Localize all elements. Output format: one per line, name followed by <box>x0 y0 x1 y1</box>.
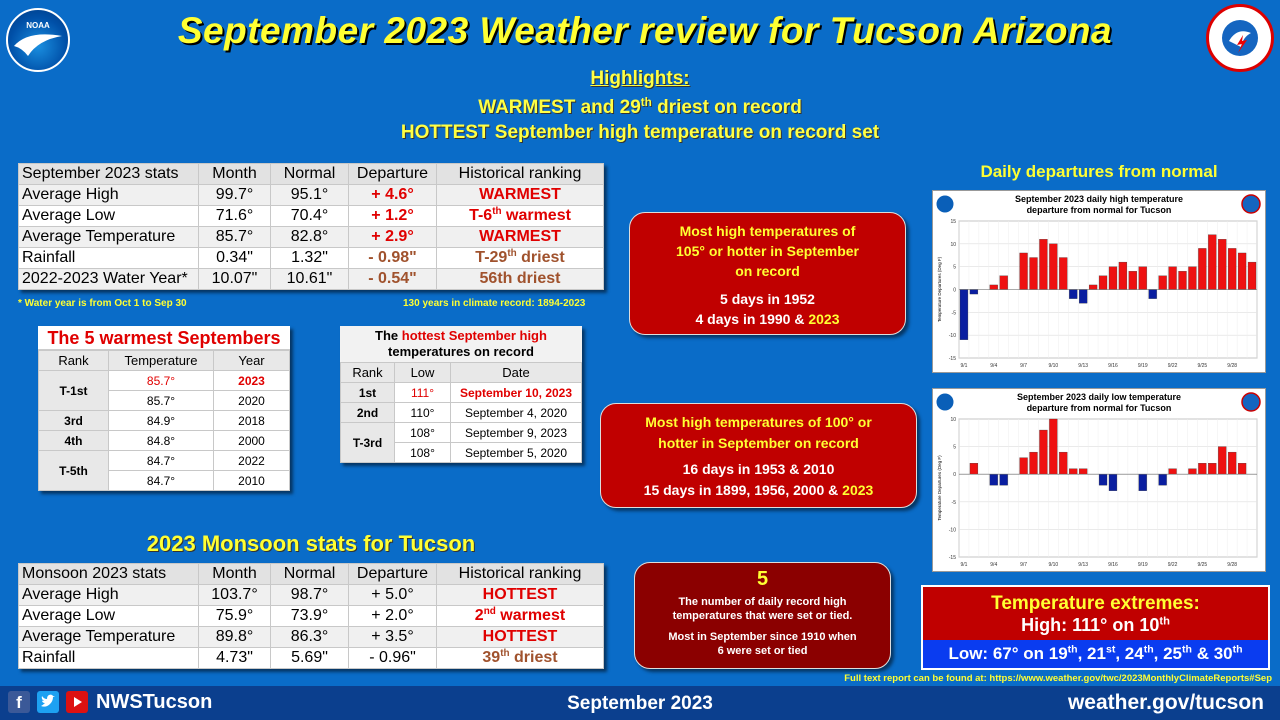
x-tick-label: 9/1 <box>960 363 968 369</box>
box-105-line3: on record <box>735 263 800 279</box>
facebook-icon[interactable]: f <box>8 691 30 713</box>
departure-value: + 3.5° <box>349 627 437 648</box>
box-100-line4 <box>601 480 916 501</box>
ranking-value: WARMEST <box>437 185 604 206</box>
bar <box>1248 262 1256 289</box>
y-tick-label: 0 <box>953 287 956 294</box>
rank-cell: 2nd <box>341 403 395 423</box>
table-row <box>19 206 604 227</box>
bar <box>1069 290 1077 299</box>
hottest-title-b: hottest September high <box>401 328 547 343</box>
month-value: 85.7° <box>199 227 271 248</box>
footer-bar <box>0 686 1280 720</box>
departure-value: + 4.6° <box>349 185 437 206</box>
monsoon-title: 2023 Monsoon stats for Tucson <box>146 531 476 556</box>
year-cell: 2022 <box>214 451 290 471</box>
x-tick-label: 9/13 <box>1078 562 1089 568</box>
record-100-box <box>600 403 917 508</box>
row-label: Average High <box>19 585 199 606</box>
low-departure-chart <box>932 388 1266 572</box>
normal-value: 98.7° <box>271 585 349 606</box>
noaa-logo-text: NOAA <box>26 21 50 30</box>
table-row <box>341 383 582 403</box>
ranking-value: 56th driest <box>437 269 604 290</box>
bar <box>990 474 998 485</box>
table-row <box>19 627 604 648</box>
bar <box>1119 262 1127 289</box>
bar <box>1198 248 1206 289</box>
bar <box>1089 285 1097 290</box>
bar <box>1238 253 1246 290</box>
row-label: 2022-2023 Water Year* <box>19 269 199 290</box>
y-tick-label: 5 <box>953 264 956 271</box>
bar <box>1030 452 1038 474</box>
bar <box>1188 469 1196 475</box>
highlight-warmest-sup: th <box>640 95 652 109</box>
y-tick-label: 10 <box>950 241 956 248</box>
ranking-a: T-6 <box>469 207 493 224</box>
extremes-low-a: Low: 67° on 19 <box>948 644 1068 663</box>
row-label: Rainfall <box>19 648 199 669</box>
box-105-line2: 105° or hotter in September <box>676 243 859 259</box>
ranking-sup: th <box>492 206 502 218</box>
col-normal: Normal <box>271 164 349 185</box>
bar <box>960 290 968 340</box>
col-temperature: Temperature <box>109 351 214 371</box>
table-row <box>39 371 290 391</box>
table-row <box>39 411 290 431</box>
col-year: Year <box>214 351 290 371</box>
chart-title-line: departure from normal for Tucson <box>1026 205 1172 215</box>
y-axis-label: Temperature Departures (Deg F) <box>937 256 942 323</box>
bar <box>1208 463 1216 474</box>
hottest-highs-panel <box>340 326 582 463</box>
table-row <box>19 185 604 206</box>
box-105-line4: 5 days in 1952 <box>720 291 815 307</box>
ranking-a: 39 <box>482 649 501 666</box>
page-title: September 2023 Weather review for Tucson Arizona <box>177 10 1113 51</box>
departure-value: + 2.0° <box>349 606 437 627</box>
x-tick-label: 9/19 <box>1137 562 1148 568</box>
table-header-row <box>19 564 604 585</box>
row-label: Average Temperature <box>19 227 199 248</box>
col-stats: September 2023 stats <box>19 164 199 185</box>
low-cell: 111° <box>395 383 451 403</box>
col-month: Month <box>199 564 271 585</box>
row-label: Average Low <box>19 206 199 227</box>
ranking-value <box>437 606 604 627</box>
departure-value: - 0.98" <box>349 248 437 269</box>
bar <box>1238 463 1246 474</box>
month-value: 99.7° <box>199 185 271 206</box>
extremes-low-s2: st <box>1105 643 1116 656</box>
highlight-warmest-b: driest on record <box>651 97 802 118</box>
x-tick-label: 9/7 <box>1020 562 1028 568</box>
extremes-low-c: , 24 <box>1115 644 1144 663</box>
box-100-line3: 16 days in 1953 & 2010 <box>682 461 835 477</box>
ranking-sup: th <box>500 648 510 660</box>
bar <box>1188 267 1196 290</box>
records-line4: 6 were set or tied <box>717 645 808 657</box>
bar <box>1000 276 1008 290</box>
table-header-row <box>341 363 582 383</box>
bar <box>1049 244 1057 290</box>
col-normal: Normal <box>271 564 349 585</box>
x-tick-label: 9/19 <box>1137 363 1148 369</box>
bar <box>1198 463 1206 474</box>
normal-value: 73.9° <box>271 606 349 627</box>
extremes-low-s5: th <box>1232 643 1243 656</box>
normal-value: 82.8° <box>271 227 349 248</box>
temp-cell: 84.9° <box>109 411 214 431</box>
bar <box>1059 258 1067 290</box>
records-line1: The number of daily record high <box>678 596 847 608</box>
row-label: Average Temperature <box>19 627 199 648</box>
ranking-value <box>437 206 604 227</box>
month-value: 89.8° <box>199 627 271 648</box>
nws-mini-logo <box>1242 393 1260 411</box>
ranking-value: HOTTEST <box>437 627 604 648</box>
high-departure-chart-svg <box>933 191 1265 372</box>
year-cell: 2000 <box>214 431 290 451</box>
ranking-sup: nd <box>483 606 496 618</box>
bar <box>1020 253 1028 290</box>
table-header-row <box>19 164 604 185</box>
bar <box>970 463 978 474</box>
month-value: 4.73" <box>199 648 271 669</box>
bar <box>1139 267 1147 290</box>
rank-cell: T-5th <box>39 451 109 491</box>
bar <box>1069 469 1077 475</box>
date-cell: September 5, 2020 <box>451 443 582 463</box>
table-row <box>39 451 290 471</box>
x-tick-label: 9/1 <box>960 562 968 568</box>
ranking-value <box>437 648 604 669</box>
hottest-highs-title <box>340 326 582 362</box>
bar <box>1218 447 1226 475</box>
extremes-low-e: & 30 <box>1191 644 1233 663</box>
x-tick-label: 9/13 <box>1078 363 1089 369</box>
box-105-year: 2023 <box>808 311 840 327</box>
bar <box>1169 469 1177 475</box>
x-tick-label: 9/28 <box>1227 562 1238 568</box>
bar <box>1030 258 1038 290</box>
col-month: Month <box>199 164 271 185</box>
bar <box>1000 474 1008 485</box>
ranking-b: warmest <box>501 207 571 224</box>
col-departure: Departure <box>349 164 437 185</box>
low-cell: 108° <box>395 423 451 443</box>
bar <box>1039 239 1047 289</box>
record-105-box <box>629 212 906 335</box>
normal-value: 1.32" <box>271 248 349 269</box>
col-departure: Departure <box>349 564 437 585</box>
departure-value: + 2.9° <box>349 227 437 248</box>
bar <box>1079 469 1087 475</box>
temp-cell: 85.7° <box>109 371 214 391</box>
departures-heading: Daily departures from normal <box>980 162 1218 181</box>
date-cell: September 10, 2023 <box>451 383 582 403</box>
noaa-mini-logo <box>936 393 954 411</box>
box-100-line1: Most high temperatures of 100° or <box>645 414 872 430</box>
year-cell: 2018 <box>214 411 290 431</box>
high-departure-chart <box>932 190 1266 373</box>
date-cell: September 9, 2023 <box>451 423 582 443</box>
y-tick-label: 15 <box>950 219 956 225</box>
nws-mini-logo <box>1242 195 1260 213</box>
x-tick-label: 9/22 <box>1167 562 1178 568</box>
box-105-line1: Most high temperatures of <box>679 223 856 239</box>
daily-records-box <box>634 562 891 669</box>
month-value: 0.34" <box>199 248 271 269</box>
x-tick-label: 9/4 <box>990 562 998 568</box>
warmest-septembers-panel <box>38 326 290 491</box>
bar <box>1169 267 1177 290</box>
nws-logo <box>1206 4 1274 72</box>
col-rank: Rank <box>341 363 395 383</box>
table-header-row <box>39 351 290 371</box>
y-tick-label: -5 <box>951 310 956 317</box>
footer-website[interactable]: weather.gov/tucson <box>1067 691 1264 714</box>
ranking-value <box>437 248 604 269</box>
x-tick-label: 9/4 <box>990 363 998 369</box>
x-tick-label: 9/22 <box>1167 363 1178 369</box>
month-value: 10.07" <box>199 269 271 290</box>
bar <box>1059 452 1067 474</box>
x-tick-label: 9/10 <box>1048 363 1059 369</box>
bar <box>1129 271 1137 289</box>
ranking-b: driest <box>516 249 565 266</box>
climate-record-note: 130 years in climate record: 1894-2023 <box>403 298 586 309</box>
col-ranking: Historical ranking <box>437 564 604 585</box>
normal-value: 5.69" <box>271 648 349 669</box>
table-row <box>341 423 582 443</box>
ranking-value: HOTTEST <box>437 585 604 606</box>
highlight-warmest-a: WARMEST and 29 <box>478 97 641 118</box>
bar <box>1149 290 1157 299</box>
extremes-low-s1: th <box>1067 643 1078 656</box>
y-tick-label: -15 <box>948 356 956 362</box>
records-count: 5 <box>756 568 769 590</box>
normal-value: 86.3° <box>271 627 349 648</box>
chart-title-line: departure from normal for Tucson <box>1026 403 1172 413</box>
temperature-extremes-panel <box>921 585 1270 670</box>
normal-value: 10.61" <box>271 269 349 290</box>
low-cell: 110° <box>395 403 451 423</box>
box-100-year: 2023 <box>842 482 874 498</box>
ranking-a: T-29 <box>475 249 508 266</box>
hottest-title-c: temperatures on record <box>388 344 534 359</box>
month-value: 71.6° <box>199 206 271 227</box>
temp-cell: 84.8° <box>109 431 214 451</box>
footer-month: September 2023 <box>567 693 713 714</box>
warmest-septembers-table <box>38 350 290 491</box>
rank-cell: T-1st <box>39 371 109 411</box>
y-tick-label: -5 <box>951 499 956 506</box>
month-value: 103.7° <box>199 585 271 606</box>
noaa-mini-logo <box>936 195 954 213</box>
departure-value: - 0.96" <box>349 648 437 669</box>
y-tick-label: -10 <box>948 333 956 340</box>
bar <box>1159 474 1167 485</box>
youtube-icon[interactable] <box>66 691 88 713</box>
records-line3: Most in September since 1910 when <box>668 631 857 643</box>
ranking-a: 2 <box>474 607 484 624</box>
bar <box>1179 271 1187 289</box>
low-departure-chart-svg <box>933 389 1265 571</box>
chart-title-line: September 2023 daily high temperature <box>1014 194 1184 204</box>
extremes-title: Temperature extremes: <box>991 593 1200 614</box>
extremes-low-b: , 21 <box>1077 644 1106 663</box>
bar <box>1099 276 1107 290</box>
rank-cell: 3rd <box>39 411 109 431</box>
ranking-sup: th <box>507 248 517 260</box>
ranking-value: WARMEST <box>437 227 604 248</box>
bar <box>1039 430 1047 474</box>
chart-title-line: September 2023 daily low temperature <box>1016 392 1182 402</box>
bar <box>1159 276 1167 290</box>
ranking-b: driest <box>509 649 558 666</box>
departure-value: + 5.0° <box>349 585 437 606</box>
temp-cell: 84.7° <box>109 471 214 491</box>
col-stats: Monsoon 2023 stats <box>19 564 199 585</box>
bar <box>1228 248 1236 289</box>
highlights-label: Highlights: <box>590 68 690 89</box>
bar <box>1099 474 1107 485</box>
table-row <box>19 606 604 627</box>
x-tick-label: 9/16 <box>1108 562 1118 568</box>
bar <box>1218 239 1226 289</box>
social-handle[interactable]: NWSTucson <box>96 691 213 713</box>
nws-storm-icon <box>1209 7 1271 69</box>
noaa-bird-icon <box>8 10 68 70</box>
extremes-high-text: High: 111° on 10 <box>1021 615 1160 635</box>
full-report-link[interactable]: Full text report can be found at: https://www.weather.gov/twc/2023MonthlyClimateReports#Sep <box>844 673 1272 684</box>
y-tick-label: 0 <box>953 472 956 479</box>
bar <box>1208 235 1216 290</box>
year-cell: 2023 <box>214 371 290 391</box>
bar <box>1049 419 1057 474</box>
table-row <box>19 269 604 290</box>
box-100-line2: hotter in September on record <box>658 435 859 451</box>
normal-value: 95.1° <box>271 185 349 206</box>
bar <box>1079 290 1087 304</box>
table-row <box>341 403 582 423</box>
x-tick-label: 9/25 <box>1197 363 1208 369</box>
warmest-septembers-title: The 5 warmest Septembers <box>38 326 290 350</box>
date-cell: September 4, 2020 <box>451 403 582 423</box>
highlight-hottest: HOTTEST September high temperature on record set <box>400 122 880 143</box>
low-cell: 108° <box>395 443 451 463</box>
september-stats-table <box>18 163 604 290</box>
col-rank: Rank <box>39 351 109 371</box>
extremes-high-sup: th <box>1159 615 1170 628</box>
table-row <box>39 431 290 451</box>
extremes-low-s4: th <box>1182 643 1192 656</box>
x-tick-label: 9/10 <box>1048 562 1059 568</box>
box-100-line4-text: 15 days in 1899, 1956, 2000 & <box>643 482 839 498</box>
normal-value: 70.4° <box>271 206 349 227</box>
y-axis-label: Temperature Departures (Deg F) <box>937 455 942 521</box>
departure-value: - 0.54" <box>349 269 437 290</box>
temp-cell: 84.7° <box>109 451 214 471</box>
extremes-low-s3: th <box>1143 643 1154 656</box>
extremes-high <box>923 614 1268 636</box>
bar <box>1020 458 1028 475</box>
table-row <box>19 585 604 606</box>
year-cell: 2020 <box>214 391 290 411</box>
extremes-low-d: , 25 <box>1153 644 1183 663</box>
box-105-line5-text: 4 days in 1990 & <box>695 311 805 327</box>
row-label: Rainfall <box>19 248 199 269</box>
col-ranking: Historical ranking <box>437 164 604 185</box>
table-row <box>19 648 604 669</box>
bar <box>1228 452 1236 474</box>
extremes-low <box>923 640 1268 668</box>
x-tick-label: 9/7 <box>1020 363 1028 369</box>
x-tick-label: 9/16 <box>1108 363 1118 369</box>
col-low: Low <box>395 363 451 383</box>
bar <box>970 290 978 295</box>
row-label: Average High <box>19 185 199 206</box>
twitter-icon[interactable] <box>37 691 59 713</box>
month-value: 75.9° <box>199 606 271 627</box>
bar <box>1139 474 1147 491</box>
y-tick-label: -15 <box>948 555 956 561</box>
temp-cell: 85.7° <box>109 391 214 411</box>
year-cell: 2010 <box>214 471 290 491</box>
noaa-logo <box>6 8 70 72</box>
rank-cell: 1st <box>341 383 395 403</box>
highlight-warmest <box>300 97 980 119</box>
hottest-title-a: The <box>375 328 402 343</box>
x-tick-label: 9/28 <box>1227 363 1238 369</box>
y-tick-label: 5 <box>953 444 956 451</box>
table-row <box>19 248 604 269</box>
bar <box>1109 474 1117 491</box>
ranking-b: warmest <box>495 607 566 624</box>
departure-value: + 1.2° <box>349 206 437 227</box>
water-year-note: * Water year is from Oct 1 to Sep 30 <box>18 298 187 309</box>
y-tick-label: -10 <box>948 527 956 534</box>
bar <box>990 285 998 290</box>
rank-cell: T-3rd <box>341 423 395 463</box>
table-row <box>19 227 604 248</box>
records-line2: temperatures that were set or tied. <box>672 610 853 622</box>
y-tick-label: 10 <box>950 417 956 423</box>
box-105-line5 <box>630 309 905 329</box>
bar <box>1109 267 1117 290</box>
hottest-highs-table <box>340 362 582 463</box>
col-date: Date <box>451 363 582 383</box>
rank-cell: 4th <box>39 431 109 451</box>
x-tick-label: 9/25 <box>1197 562 1208 568</box>
row-label: Average Low <box>19 606 199 627</box>
monsoon-stats-table <box>18 563 604 669</box>
